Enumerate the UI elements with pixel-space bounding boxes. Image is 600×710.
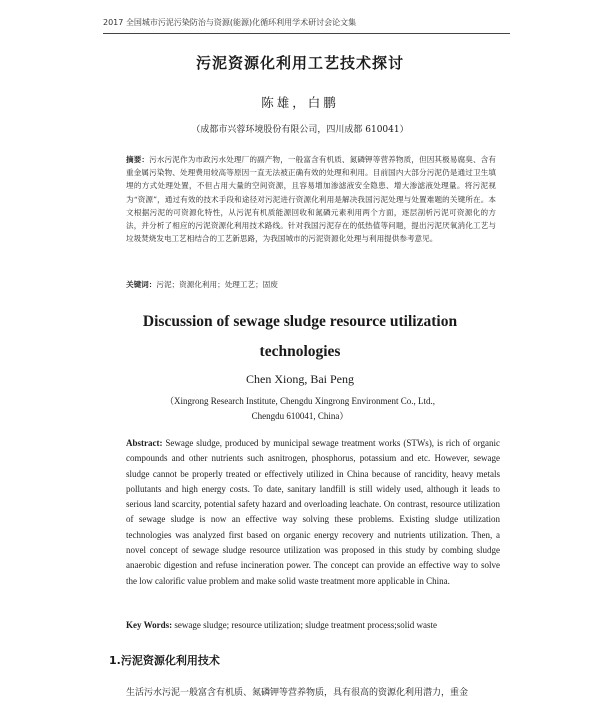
english-authors: Chen Xiong, Bai Peng bbox=[246, 372, 354, 386]
english-abstract-label: Abstract: bbox=[126, 438, 163, 448]
body-paragraph: 生活污水污泥一般富含有机质、氮磷钾等营养物质，具有很高的资源化利用潜力，重金 bbox=[126, 688, 469, 698]
chinese-keywords bbox=[126, 279, 496, 290]
english-title-line-2: technologies bbox=[259, 343, 341, 360]
english-title-line-1: Discussion of sewage sludge resource utilization bbox=[142, 313, 458, 330]
chinese-abstract-text: 污水污泥作为市政污水处理厂的副产物，一般富含有机质、氮磷钾等营养物质，但因其极易腐臭、含有重金属污染物、处理费用较高等原因一直无法被正确有效的处理和利用。目前国内大部分污泥仍是通过卫生填埋的方式处理处置，不但占用大量的空间资源，且容易增加渗滤液安全隐患、增大渗滤液处理量。将污泥视为“资源”，通过有效的技术手段和途径对污泥进行资源化利用是解决我国污泥处理与处置难题的关键所在。本文根据污泥的可资源化特性，从污泥有机质能源回收和氮磷元素利用两个方面，逐层剖析污泥可资源化的方法，并分析了相应的污泥资源化利用技术路线。针对我国污泥存在的低热值等问题，提出污泥厌氧消化工艺与垃圾焚烧发电工艺相结合的工艺新思路，为我国城市的污泥资源化处理与利用提供参考意见。 bbox=[126, 155, 497, 244]
running-header: 2017 全国城市污泥污染防治与资源(能源)化循环利用学术研讨会论文集 bbox=[103, 18, 357, 27]
chinese-keywords-label: 关键词： bbox=[126, 280, 157, 289]
english-keywords bbox=[126, 620, 500, 630]
chinese-abstract-label: 摘要： bbox=[126, 155, 150, 164]
chinese-authors: 陈雄，白鹏 bbox=[261, 95, 339, 110]
english-keywords-label: Key Words: bbox=[126, 620, 173, 630]
section-heading: 1.污泥资源化利用技术 bbox=[109, 654, 220, 667]
chinese-abstract bbox=[126, 153, 496, 245]
english-keywords-text: sewage sludge; resource utilization; sludge treatment process;solid waste bbox=[172, 620, 438, 630]
english-abstract-text: Sewage sludge, produced by municipal sewage treatment works (STWs), is rich of organic compounds and other nutrients such asnitrogen, phosphorus, potassium and etc. However, sewage sludge cannot be properly treated or effectively utilized in China because of rancidity, heavy metals pollutants and high energy costs. To date, sanitary landfill is still widely used, although it leads to serious land scarcity, potential safety hazard and overloading leachate. On contrast, resource utilization of sewage sludge is now an effective way solving these problems. Existing sludge utilization technologies was analyzed first based on organic energy recovery and nutrients utilization. Then, a novel concept of sewage sludge resource utilization was proposed in this study by combing sludge anaerobic digestion and refuse incineration power. The concept can provide an effective way to solve the low calorific value problem and make solid waste treatment more applicable in China. bbox=[126, 438, 500, 586]
english-abstract bbox=[126, 436, 500, 589]
chinese-affiliation: （成都市兴蓉环境股份有限公司，四川成都 610041） bbox=[191, 125, 409, 135]
english-affiliation: （Xingrong Research Institute, Chengdu Xingrong Environment Co., Ltd., Chengdu 610041, China） bbox=[165, 396, 435, 421]
header-rule bbox=[103, 33, 510, 34]
chinese-keywords-text: 污泥；资源化利用；处理工艺；固废 bbox=[156, 280, 278, 289]
chinese-title: 污泥资源化利用工艺技术探讨 bbox=[195, 54, 404, 72]
